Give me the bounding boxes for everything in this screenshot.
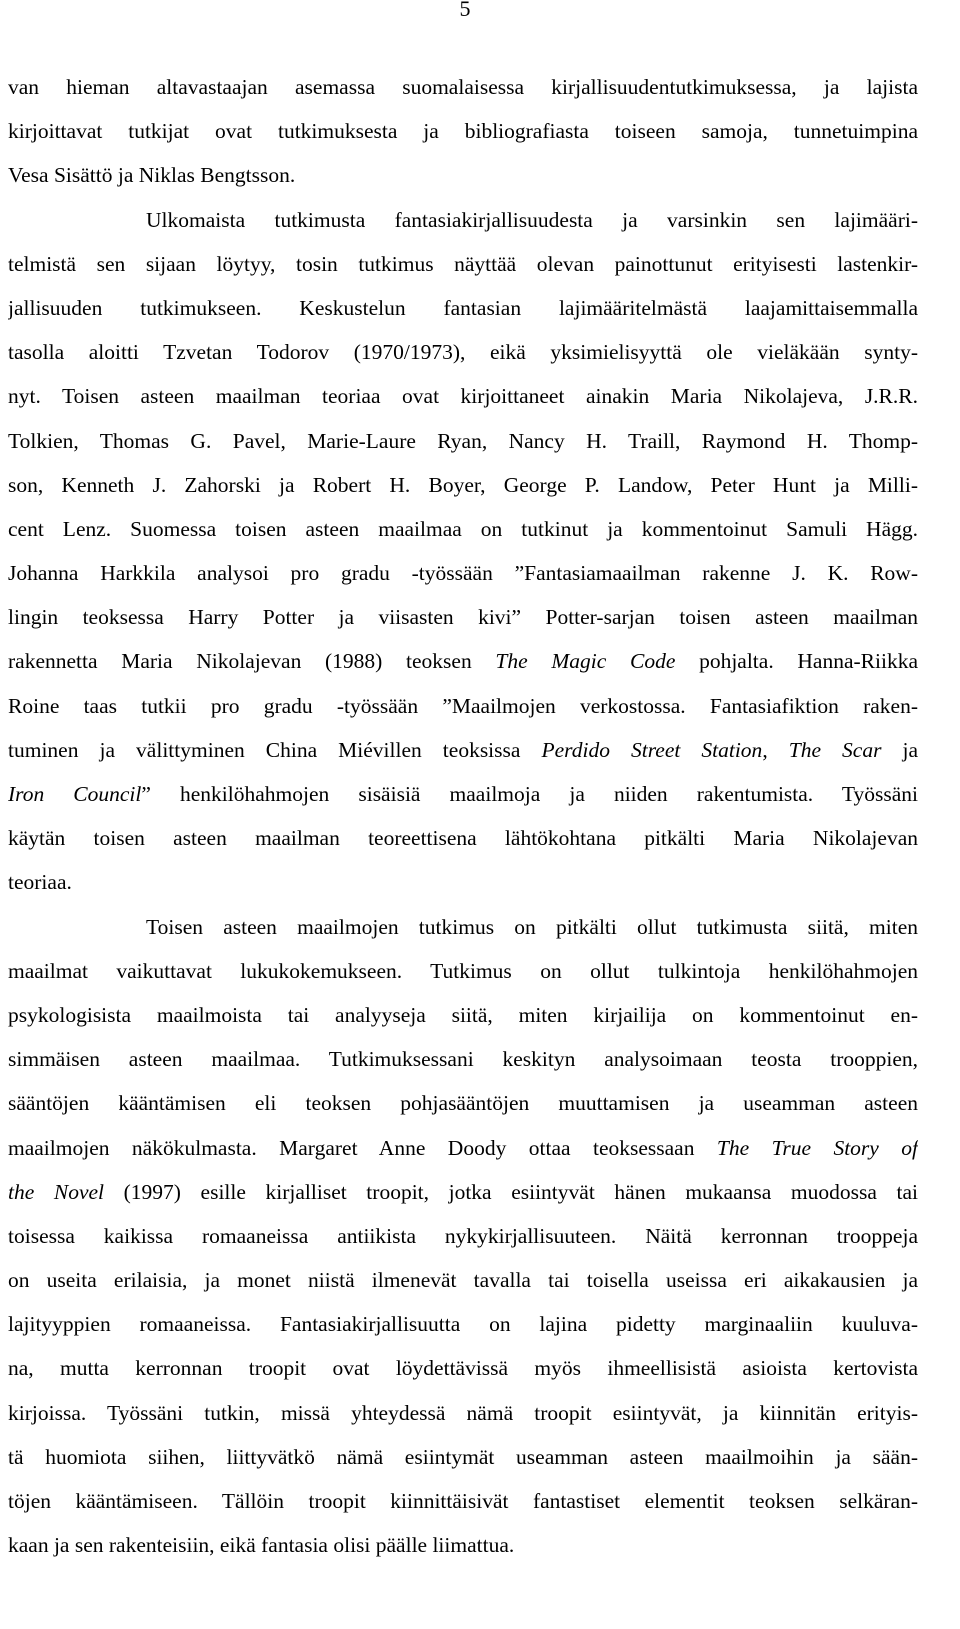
text-line: on useita erilaisia, ja monet niistä ilmenevät tavalla tai toisella useissa eri aikakausien ja — [8, 1268, 918, 1293]
paragraph — [8, 198, 918, 905]
text-line: lajityyppien romaaneissa. Fantasiakirjallisuutta on lajina pidetty marginaaliin kuuluva- — [8, 1312, 918, 1337]
text-line: van hieman altavastaajan asemassa suomalaisessa kirjallisuudentutkimuksessa, ja lajista — [8, 75, 918, 99]
text-line: na, mutta kerronnan troopit ovat löydettävissä myös ihmeellisistä asioista kertovista — [8, 1356, 918, 1381]
italic-title: Iron Council — [8, 782, 142, 806]
text-line: Roine taas tutkii pro gradu -työssään ”Maailmojen verkostossa. Fantasiafiktion raken- — [8, 693, 918, 718]
italic-title: Perdido Street Station — [541, 737, 763, 762]
paragraph — [8, 65, 918, 198]
text-line: son, Kenneth J. Zahorski ja Robert H. Boyer, George P. Landow, Peter Hunt ja Milli- — [8, 472, 918, 497]
text-line: kaan ja sen rakenteisiin, eikä fantasia olisi päälle liimattua. — [8, 1533, 515, 1558]
text-line: nyt. Toisen asteen maailman teoriaa ovat kirjoittaneet ainakin Maria Nikolajeva, J.R.R. — [8, 384, 918, 409]
italic-title: The Scar — [788, 737, 882, 762]
text-line: Toisen asteen maailmojen tutkimus on pitkälti ollut tutkimusta siitä, miten — [146, 914, 918, 939]
text-line: jallisuuden tutkimukseen. Keskustelun fantasian lajimääritelmästä laajamittaisemmalla — [8, 295, 918, 320]
text-line: sääntöjen kääntämisen eli teoksen pohjasääntöjen muuttamisen ja useamman asteen — [8, 1091, 918, 1116]
text-line: tasolla aloitti Tzvetan Todorov (1970/1973), eikä yksimielisyyttä ole vieläkään synty- — [8, 340, 918, 365]
text-line: teoriaa. — [8, 870, 72, 895]
text-line: tuminen ja välittyminen China Miévillen teoksissa Perdido Street Station, The Scar ja — [8, 737, 918, 762]
text-line: Iron Council” henkilöhahmojen sisäisiä maailmoja ja niiden rakentumista. Työssäni — [8, 782, 918, 806]
italic-title: The Magic Code — [495, 649, 676, 674]
text-line: töjen kääntämiseen. Tällöin troopit kiinnittäisivät fantastiset elementit teoksen selkäran- — [8, 1489, 918, 1513]
page-number: 5 — [459, 0, 471, 21]
text-line: the Novel (1997) esille kirjalliset troopit, jotka esiintyvät hänen mukaansa muodossa tai — [8, 1179, 918, 1204]
text-line: simmäisen asteen maailmaa. Tutkimuksessani keskityn analysoimaan teosta trooppien, — [8, 1047, 918, 1072]
text-line: cent Lenz. Suomessa toisen asteen maailmaa on tutkinut ja kommentoinut Samuli Hägg. — [8, 516, 918, 541]
body-text — [8, 65, 918, 1567]
text-line: kirjoissa. Työssäni tutkin, missä yhteydessä nämä troopit esiintyvät, ja kiinnitän erityis- — [8, 1400, 918, 1425]
text-line: tä huomiota siihen, liittyvätkö nämä esiintymät useamman asteen maailmoihin ja sään- — [8, 1444, 918, 1469]
text-line: kirjoittavat tutkijat ovat tutkimuksesta ja bibliografiasta toiseen samoja, tunnetuimpina — [8, 119, 918, 144]
italic-title: The True Story of — [716, 1135, 918, 1160]
text-line: Vesa Sisättö ja Niklas Bengtsson. — [8, 163, 296, 188]
text-line: maailmojen näkökulmasta. Margaret Anne Doody ottaa teoksessaan The True Story of — [8, 1135, 918, 1160]
italic-title: the Novel — [8, 1179, 105, 1204]
text-line: psykologisista maailmoista tai analyyseja siitä, miten kirjailija on kommentoinut en- — [8, 1002, 918, 1027]
text-line: telmistä sen sijaan löytyy, tosin tutkimus näyttää olevan painottunut erityisesti lastenkir- — [8, 251, 918, 276]
text-line: Johanna Harkkila analysoi pro gradu -työssään ”Fantasiamaailman rakenne J. K. Row- — [8, 561, 918, 586]
text-line: lingin teoksessa Harry Potter ja viisasten kivi” Potter-sarjan toisen asteen maailman — [8, 605, 918, 630]
text-line: toisessa kaikissa romaaneissa antiikista nykykirjallisuuteen. Näitä kerronnan trooppeja — [8, 1223, 918, 1248]
text-line: maailmat vaikuttavat lukukokemukseen. Tutkimus on ollut tulkintoja henkilöhahmojen — [8, 958, 918, 983]
text-line: rakennetta Maria Nikolajevan (1988) teoksen The Magic Code pohjalta. Hanna-Riikka — [8, 649, 918, 674]
text-line: käytän toisen asteen maailman teoreettisena lähtökohtana pitkälti Maria Nikolajevan — [8, 826, 918, 851]
paragraph — [8, 905, 918, 1568]
text-line: Tolkien, Thomas G. Pavel, Marie-Laure Ryan, Nancy H. Traill, Raymond H. Thomp- — [8, 428, 918, 453]
text-line: Ulkomaista tutkimusta fantasiakirjallisuudesta ja varsinkin sen lajimääri- — [146, 207, 918, 232]
